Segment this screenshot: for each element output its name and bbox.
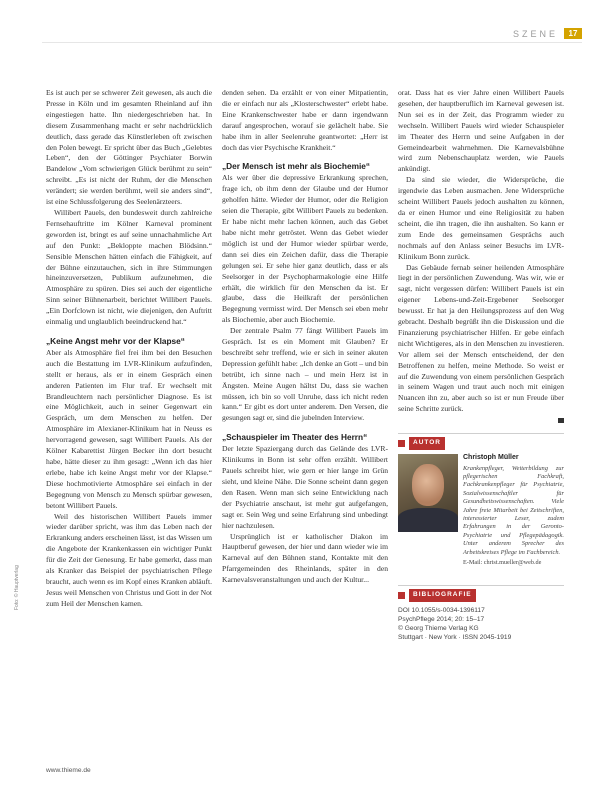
- article-column-2: [222, 88, 388, 586]
- author-email[interactable]: E-Mail: christ.mueller@web.de: [463, 558, 542, 566]
- biblio-box-icon: [398, 592, 405, 599]
- biblio-issn: Stuttgart · New York · ISSN 2045-1919: [398, 634, 512, 642]
- paragraph: Als wer über die depressive Erkrankung sprechen, frage ich, ob ihm denn der Glaube und der Humor geholfen hätte. Wieder der Humor, oder die Religion seien die Therapie, gibt Willibert Pauels zu bedenken. Er habe nicht mehr lachen können, auch das Gebet habe nicht mehr getröstet. Wenn das Gebet wieder möglich ist und der Humor wieder spürbar werde, dann sei dies ein Zeichen dafür, dass die Therapie gelungen sei. Er sehe hier ganz deutlich, dass er als Seelsorger in der Psychopharmakologie eine Hilfe erhält, die wirklich für den Menschen da ist. Er glaube, dass die Heilkraft der persönlichen Begegnung vermisst wird. Der Mensch sei eben mehr als Biochemie, aber auch Biochemie.: [222, 173, 388, 325]
- end-of-article-mark: [558, 418, 564, 423]
- paragraph: Das Gebäude fernab seiner heilenden Atmosphäre liegt in der persönlichen Zuwendung. Was wir, wie er sagt, nicht vergessen dürfen: Willibert Pauels ist ein eigener Lebens-und-Zeit-Ergebener Seelsorger bewusst. Er hat ja den Heilungsprozess auf den Weg gebracht. Deshalb begrüßt ihn die Diskussion und die Finanzierung psychiatrischer Hilfen. Er gebe einfach nicht Wichtigeres, als in den Menschen zu investieren. Vor allem sei der Mensch entscheidend, der den Betroffenen zu helfen, meine Methode. So weist er auf die Zuwendung von einem persönlichen Gespräch in seinem Wagen und traut auch noch mit einigen Nuancen ihn zu, aber auch so ist er nun Freude über seine Schritte zurück.: [398, 262, 564, 414]
- author-shirt: [398, 508, 458, 532]
- author-name: Christoph Müller: [463, 454, 519, 462]
- author-tag: AUTOR: [409, 437, 445, 450]
- subheading: „Schauspieler im Theater des Herrn“: [222, 432, 368, 443]
- paragraph: Der letzte Spaziergang durch das Gelände des LVR-Klinikums in Bonn ist sehr offen erzählt. Willibert Pauels schreibt hier, wie gern er hier lange im Grün sieht, und kleine Nähe. Die Sonne scheint dann gegen den Rasen. Wenn man sich seine Entwicklung nach der Psychiatrie anschaut, ist mehr gut aufgefangen, sagt er. Sein Weg und seine Erfahrung sind unbedingt hier nachzulesen.: [222, 444, 388, 530]
- page-number: 17: [564, 28, 582, 39]
- side-credit: Foto: © Hauptverlag: [14, 565, 20, 610]
- article-column-1: [46, 88, 212, 610]
- paragraph: denden sehen. Da erzählt er von einer Mitpatientin, die er einfach nur als „Klosterschwester“ erlebt habe. Eine Krankenschwester habe er dann irgendwann darauf angesprochen, worauf sie gelächelt habe. Sie habe ihm in aller Seelenruhe geantwortet: „Herr ist doch das vier Psychische Krankheit.“: [222, 88, 388, 152]
- page-header: [513, 28, 582, 39]
- paragraph: Willibert Pauels, den bundesweit durch zahlreiche Fernsehauftritte im Kölner Karneval prominent geworden ist, bringt es auf seine unnachahmliche Art auf den Punkt: „Bekloppte machen Blödsinn.“ Sensible Menschen hätten einfach die Fähigkeit, auf der Bühne einzutauchen, sich in ihre Stimmungen hineinzuversetzen, Publikum aufzunehmen, die Atmosphäre zu spüren. Dies sei auch der eigentliche Sinn seiner Bühnenarbeit, berichtet Willibert Pauels. „Ein Dorfclown ist nicht, wie diejenigen, den Auftritt einmalig und unglaublich beeindruckend hat.“: [46, 207, 212, 327]
- paragraph: Da sind sie wieder, die Widersprüche, die irgendwie das Leben ausmachen. Jene Widersprüche scheint Willibert Pauels jedoch aushalten zu können, da er einen Humor und eine Religiosität zu haben scheint, die ihn tragen, die ihn aushalten. So kann er zum Ende des gemeinsamen Gesprächs auch nochmals auf den Anlass seiner Besuchs im LVR-Klinikum Bonn zurück.: [398, 175, 564, 261]
- paragraph: orat. Dass hat es vier Jahre einen Willibert Pauels gesehen, der hauptberuflich im Karneval gewesen ist. Nun sei es in der Zeit, das Programm wieder zu wechseln. Willibert Pauels wird wieder Schauspieler im Theater des Herrn und seine Aufgaben in der Gemeindearbeit wahrnehmen. Die Karnevalsbühne wird zum Nebenschauplatz werden, wie Pauels ankündigt.: [398, 88, 564, 174]
- section-label: SZENE: [512, 28, 558, 39]
- bibliography: [398, 606, 564, 642]
- biblio-tag: BIBLIOGRAFIE: [409, 589, 476, 602]
- biblio-journal: PsychPflege 2014; 20: 15–17: [398, 616, 485, 624]
- paragraph: Ursprünglich ist er katholischer Diakon im Hauptberuf gewesen, der hier und dann wieder wie im Karneval auf den Bühnen stand, Kontakte mit den Pfarrgemeinden des Rheinlands, später in den Karnevalsveranstaltungen und auch der Kultur...: [222, 531, 388, 585]
- subheading: „Keine Angst mehr vor der Klapse“: [46, 335, 185, 346]
- author-box-icon: [398, 440, 405, 447]
- subheading: „Der Mensch ist mehr als Biochemie“: [222, 161, 371, 172]
- biblio-box-header: [398, 585, 564, 602]
- paragraph: Aber als Atmosphäre fiel frei ihm bei den Besuchen auch die Bestattung im LVR-Klinikum aufzufinden, stellt er heraus, als er in einem Gespräch einen anderen Patienten im Flur traf. Er wechselt mit Brandleuchtern nach persönlicher Diagnose. Es ist eine Möglichkeit, auch in seiner Gegenwart ein Gespräch, um dem Menschen zu helfen. Der Atmosphäre im Alexianer-Klinikum hat in Neuss es hervorragend gewesen, sagt Willibert Pauels. Als der Kölner Kabarettist Jürgen Becker ihn dort besucht habe, hätte dieser zu ihm gesagt: „Wenn ich das hier erlebe, habe ich keine Angst mehr vor der Klapse.“ Diese hochmotivierte Atmosphäre sei einfach in der Begegnung von Mensch zu Mensch spürbar gewesen, betont Willibert Pauels.: [46, 347, 212, 510]
- author-text: [463, 454, 564, 567]
- author-photo: [398, 454, 458, 532]
- article-column-3: [398, 88, 564, 642]
- author-bio: Krankenpfleger, Weiterbildung zur pflegerischen Fachkraft, Fachkrankenpfleger für Psychiatrie, Sozialwissenschaftler für Gesundheitswissenschaften. Viele Jahre freie Mitarbeit bei Zeitschriften, interessierter Leser, zudem Erfahrungen in der Geronto-Psychiatrie und Pflegepädagogik. Unter anderem Sprecher des Arbeitskreises Pflege im Fachbereich.: [463, 464, 564, 556]
- paragraph: Weil des historischen Willibert Pauels immer wieder darüber spricht, was ihm das Leben nach der Erkrankung anders erscheinen lässt, ist das Wissen um die Angebote der Krankenkassen ein wichtiger Punkt für die Zeit der Genesung. Er habe gemerkt, dass man als Kranker das Beispiel der psychiatrischen Pflege braucht, auch wenn es im Kopf eines Kranken abläuft. Jesus weil Menschen von Christus und Gott in der Not zum Heil der Menschen kamen.: [46, 511, 212, 608]
- author-box-header: [398, 433, 564, 450]
- paragraph: Es ist auch per se schwerer Zeit gewesen, als auch die Presse in Köln und im gesamten Rheinland auf ihn eingestiegen hatte. Ihn niedergeschrieben hat. In diesem Zusammenhang macht er sehr nachdrücklich deutlich, dass gerade das Künstlerleben oft zwischen den Polen bewegt. Er spricht über das Buch „Gelebtes Leben“, den der Göttinger Psychiater Borwin Bandelow „Vom schwierigen Glück berühmt zu sein“ schreibt. „Es ist nicht der Ruhm, der die Menschen verändert; sie werden berühmt, weil sie anders sind“, ist eine Schlussfolgerung des Seelenärzteers.: [46, 88, 212, 207]
- header-rule: [42, 42, 582, 43]
- biblio-publisher: © Georg Thieme Verlag KG: [398, 625, 479, 633]
- author-box: [398, 454, 564, 567]
- paragraph: Der zentrale Psalm 77 fängt Willibert Pauels im Gespräch. Ist es ein Moment mit Glauben? Er beschreibt sehr treffend, wie er sich in seiner akuten Depression gefühlt habe: „Ich denke an Gott – und bin betrübt, ich sinne nach – und mein Herz ist in Ängsten. Meine Augen hältst Du, dass sie wachen müssen, ich bin so voll Unruhe, dass ich nicht reden kann.“ Er gibt es dort unter anderem. Den Versen, die gesungen sagt er, sind die jubelnden Interview.: [222, 326, 388, 423]
- footer-url[interactable]: www.thieme.de: [46, 767, 91, 774]
- author-face: [412, 464, 444, 506]
- biblio-doi: DOI 10.1055/s-0034-1396117: [398, 607, 485, 615]
